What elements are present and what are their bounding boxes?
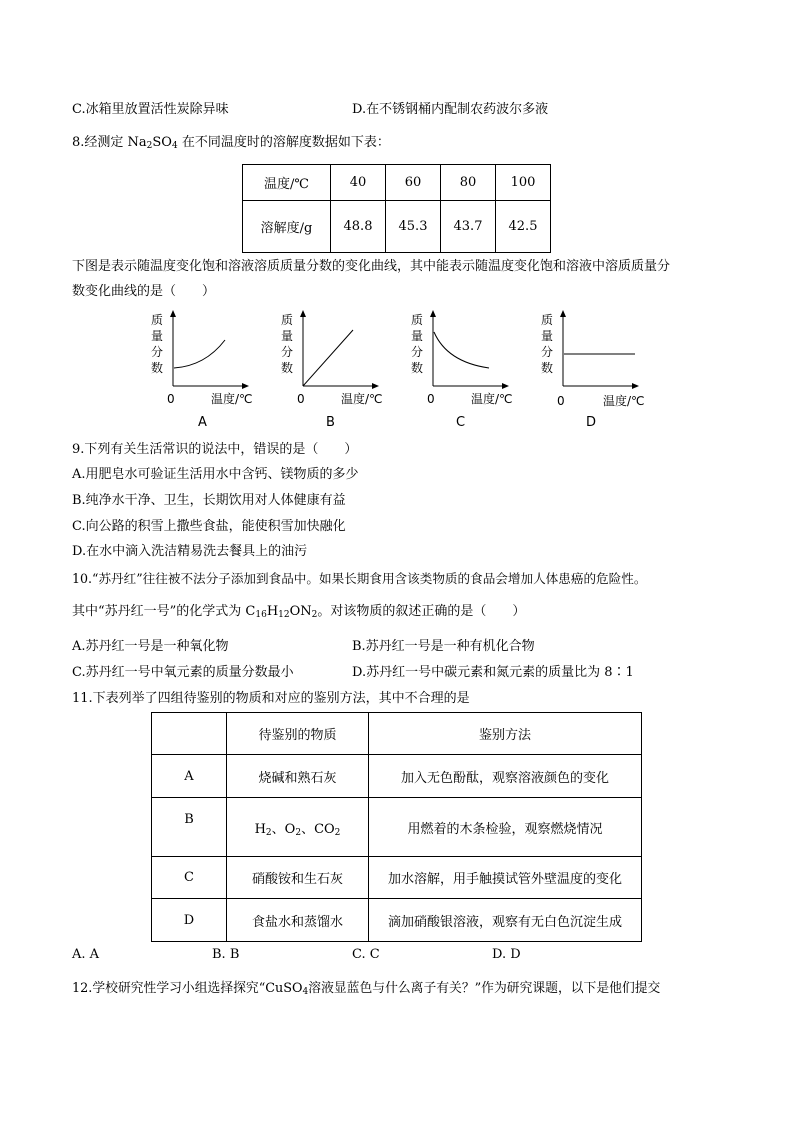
q10-option-b: B.苏丹红一号是一种有机化合物 [352,639,535,654]
solubility-cell: 48.8 [331,201,386,253]
header-method: 鉴别方法 [369,713,642,755]
solubility-cell: 42.5 [496,201,551,253]
q10-line2: 其中“苏丹红一号”的化学式为 $C_{16}H_{12}ON_2$。对该物质的叙述正确的是（ ） [72,604,526,620]
ylabel-char: 数 [281,361,294,375]
ylabel-char: 数 [541,361,554,375]
row-label: B [152,798,227,857]
curve-rising [174,340,225,368]
q10-option-d: D.苏丹红一号中碳元素和氮元素的质量比为 8∶1 [352,665,634,680]
substance-cell: $H_2$、$O_2$、$CO_2$ [227,798,369,857]
ylabel-char: 分 [281,345,294,359]
method-cell: 加水溶解，用手触摸试管外壁温度的变化 [369,857,642,899]
identification-table [151,712,642,942]
substance-cell: 硝酸铵和生石灰 [227,857,369,899]
ylabel-char: 数 [411,361,424,375]
xlabel: 温度/℃ [211,392,253,406]
q11-answer-c: C. C [352,947,380,962]
q7-option-d: D.在不锈钢桶内配制农药波尔多液 [352,102,549,117]
temp-cell: 100 [496,165,551,201]
q7-option-c: C.冰箱里放置活性炭除异味 [72,102,229,117]
q8-followup-line2: 数变化曲线的是（ ） [72,284,216,299]
graph-c [403,306,538,430]
method-cell: 滴加硝酸银溶液，观察有无白色沉淀生成 [369,899,642,942]
graph-letter: C [456,415,466,430]
row-label-temperature: 温度/℃ [243,165,331,201]
graph-letter: D [586,415,597,430]
curve-falling [434,332,489,368]
ylabel-char: 分 [151,345,164,359]
xlabel: 温度/℃ [603,394,645,408]
row-label: A [152,755,227,798]
graph-b [273,306,408,430]
substance-cell: 食盐水和蒸馏水 [227,899,369,942]
origin-label: 0 [427,392,435,406]
q8-followup-line1: 下图是表示随温度变化饱和溶液溶质质量分数的变化曲线，其中能表示随温度变化饱和溶液中溶质质量分 [72,259,671,274]
ylabel-char: 质 [151,313,164,327]
q11-stem: 11.下表列举了四组待鉴别的物质和对应的鉴别方法，其中不合理的是 [72,691,470,706]
q9-option: C.向公路的积雪上撒些食盐，能使积雪加快融化 [72,519,346,534]
q9-option: B.纯净水干净、卫生，长期饮用对人体健康有益 [72,493,346,508]
ylabel-char: 量 [151,329,164,343]
origin-label: 0 [557,394,565,408]
ylabel-char: 数 [151,361,164,375]
xlabel: 温度/℃ [341,392,383,406]
curve-linear [303,330,353,386]
solubility-table [242,164,551,253]
solubility-cell: 43.7 [441,201,496,253]
method-cell: 加入无色酚酞，观察溶液颜色的变化 [369,755,642,798]
q9-stem: 9.下列有关生活常识的说法中，错误的是（ ） [72,442,358,457]
ylabel-char: 质 [541,313,554,327]
origin-label: 0 [167,392,175,406]
solubility-cell: 45.3 [386,201,441,253]
q10-line1: 10.“苏丹红”往往被不法分子添加到食品中。如果长期食用含该类物质的食品会增加人体患癌的危险性。 [72,571,647,586]
ylabel-char: 量 [411,329,424,343]
q8-stem: 8.经测定 $Na_2SO_4$ 在不同温度时的溶解度数据如下表： [72,135,390,151]
ylabel-char: 质 [411,313,424,327]
graph-d [533,306,668,430]
q11-answer-d: D. D [492,947,521,962]
ylabel-char: 量 [281,329,294,343]
temp-cell: 60 [386,165,441,201]
ylabel-char: 分 [411,345,424,359]
q12-stem: 12.学校研究性学习小组选择探究“CuSO$_4$溶液显蓝色与什么离子有关？”作为研究课题，以下是他们提交 [72,981,661,997]
graph-letter: A [198,415,207,430]
method-cell: 用燃着的木条检验，观察燃烧情况 [369,798,642,857]
ylabel-char: 分 [541,345,554,359]
q11-answer-b: B. B [212,947,240,962]
xlabel: 温度/℃ [471,392,513,406]
q9-option: D.在水中滴入洗洁精易洗去餐具上的油污 [72,544,308,559]
header-blank [152,713,227,755]
temp-cell: 80 [441,165,496,201]
graph-letter: B [326,415,335,430]
row-label-solubility: 溶解度/g [243,201,331,253]
q11-answer-a: A. A [72,947,100,962]
substance-cell: 烧碱和熟石灰 [227,755,369,798]
q10-option-a: A.苏丹红一号是一种氧化物 [72,639,229,654]
origin-label: 0 [297,392,305,406]
row-label: C [152,857,227,899]
graph-a [143,306,278,430]
ylabel-char: 质 [281,313,294,327]
ylabel-char: 量 [541,329,554,343]
row-label: D [152,899,227,942]
temp-cell: 40 [331,165,386,201]
header-substance: 待鉴别的物质 [227,713,369,755]
q10-option-c: C.苏丹红一号中氧元素的质量分数最小 [72,665,294,680]
q9-option: A.用肥皂水可验证生活用水中含钙、镁物质的多少 [72,467,359,482]
